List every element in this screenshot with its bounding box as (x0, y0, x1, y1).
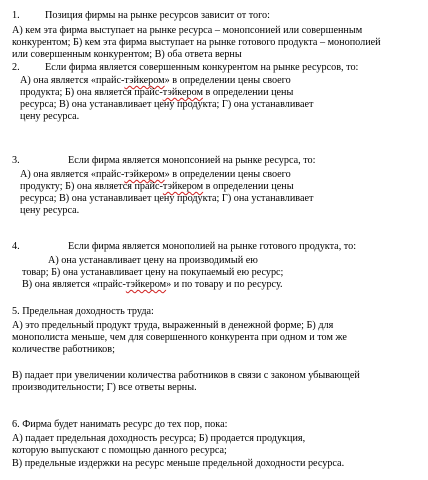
question-1-line-1: А) кем эта фирма выступает на рынке ресурса – монопсонией или совершенным (12, 25, 363, 36)
question-2-title: Если фирма является совершенным конкурентом на рынке ресурсов, то: (45, 62, 359, 73)
question-2-line-3: ресурса; В) она устанавливает цену продукта; Г) она устанавливает (20, 99, 314, 110)
question-4-title: Если фирма является монополией на рынке готового продукта, то: (68, 241, 357, 252)
question-4-line-3: В) она является «прайс-тэйкером» и по товару и по ресурсу. (22, 279, 283, 290)
question-3-title: Если фирма является монопсонией на рынке ресурса, то: (68, 155, 316, 166)
question-2-number: 2. (12, 62, 20, 73)
question-3-line-2: продукту; Б) она является прайс-тэйкером в определении цены (20, 181, 294, 192)
question-5-line-2: монополиста меньше, чем для совершенного конкурента при одном и том же (12, 332, 347, 343)
question-4-line-1: А) она устанавливает цену на производимый ею (48, 255, 258, 266)
misspelling-mark: тэйкером (124, 169, 165, 180)
question-2-line-2: продукта; Б) она является прайс-тэйкером в определении цены (20, 87, 294, 98)
misspelling-mark: тэйкером (124, 75, 165, 86)
question-1-line-2: конкурентом; Б) кем эта фирма выступает на рынке готового продукта – монополией (12, 37, 381, 48)
question-2-line-1: А) она является «прайс-тэйкером» в определении цены своего (20, 75, 291, 86)
question-6-title: 6. Фирма будет нанимать ресурс до тех пор, пока: (12, 419, 228, 430)
question-6-line-1: А) падает предельная доходность ресурса; Б) продается продукция, (12, 433, 306, 444)
question-4-line-2: товар; Б) она устанавливает цену на покупаемый ею ресурс; (22, 267, 284, 278)
question-1-title: Позиция фирмы на рынке ресурсов зависит от того: (45, 10, 270, 21)
question-6-line-2: которую выпускают с помощью данного ресурса; (12, 445, 227, 456)
misspelling-mark: тэйкером (162, 87, 203, 98)
question-1-line-3: или совершенным конкурентом; В) оба ответа верны (12, 49, 242, 60)
question-3-number: 3. (12, 155, 20, 166)
question-3-line-1: А) она является «прайс-тэйкером» в определении цены своего (20, 169, 291, 180)
question-3-line-4: цену ресурса. (20, 205, 80, 216)
question-5-line-1: А) это предельный продукт труда, выраженный в денежной форме; Б) для (12, 320, 334, 331)
question-3-line-3: ресурса; В) она устанавливает цену продукта; Г) она устанавливает (20, 193, 314, 204)
question-5-title: 5. Предельная доходность труда: (12, 306, 154, 317)
question-6-line-3: В) предельные издержки на ресурс меньше предельной доходности ресурса. (12, 458, 345, 469)
question-5-line-3: количестве работников; (12, 344, 115, 355)
question-4-number: 4. (12, 241, 20, 252)
question-2-line-4: цену ресурса. (20, 111, 80, 122)
question-1-number: 1. (12, 10, 20, 21)
misspelling-mark: тэйкером (162, 181, 204, 192)
question-5-line-4: В) падает при увеличении количества работников в связи с законом убывающей (12, 370, 360, 381)
misspelling-mark: тэйкером (125, 279, 167, 290)
question-5-line-5: производительности; Г) все ответы верны. (12, 382, 197, 393)
